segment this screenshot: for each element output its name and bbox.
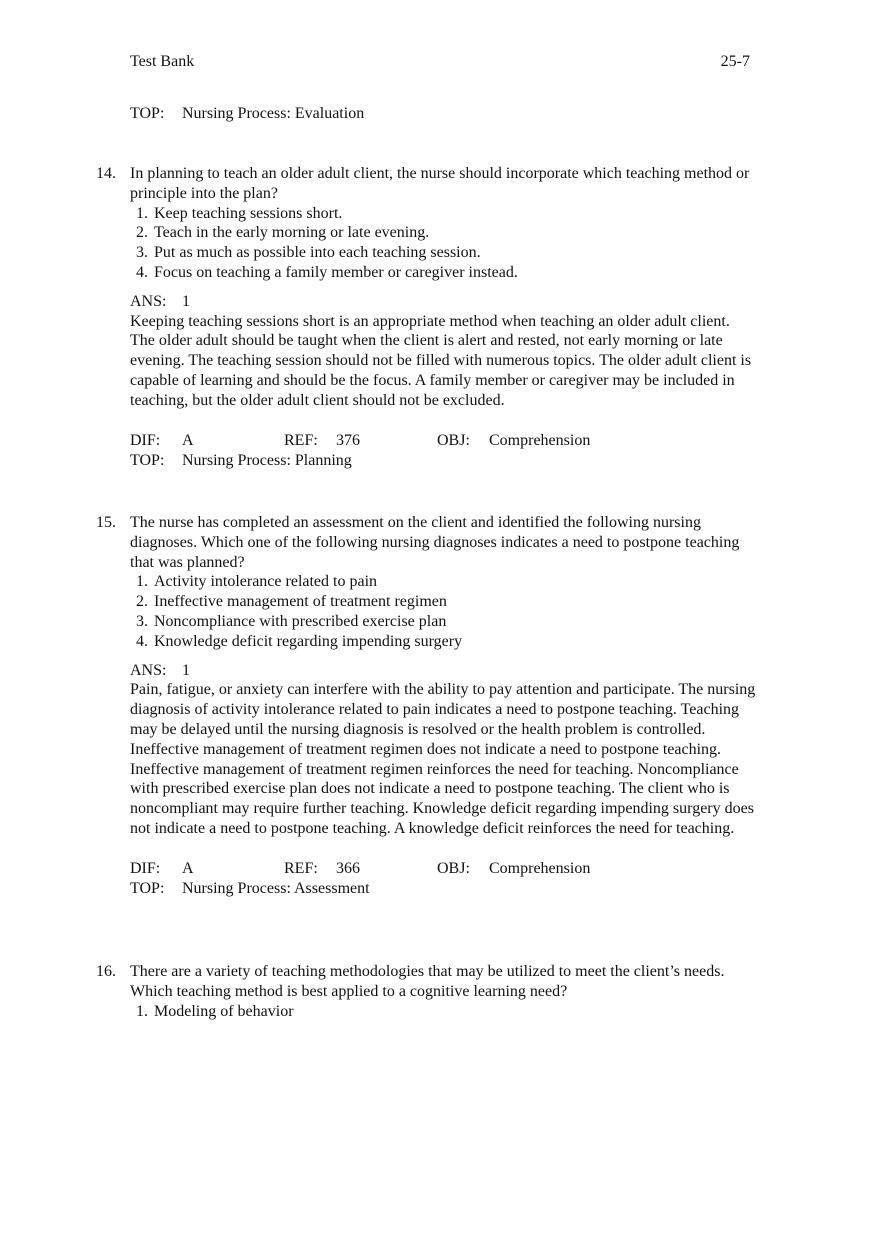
header-title: Test Bank: [130, 53, 195, 70]
options-list: [130, 204, 756, 283]
option-text: Teach in the early morning or late evening.: [154, 224, 430, 242]
ref-value: 366: [336, 859, 360, 877]
ans-value: 1: [182, 292, 190, 310]
ref-label: REF:: [284, 431, 318, 449]
dif-value: A: [182, 859, 194, 877]
top-value: Nursing Process: Evaluation: [182, 105, 365, 122]
option-text: Activity intolerance related to pain: [154, 573, 378, 591]
option-number: 3.: [136, 244, 148, 262]
topic-line: [130, 451, 756, 471]
question-15: [96, 513, 756, 899]
option: [130, 592, 756, 612]
ans-value: 1: [182, 661, 190, 679]
option: [130, 612, 756, 632]
ans-label: ANS:: [130, 292, 167, 310]
option-text: Focus on teaching a family member or caregiver instead.: [154, 263, 518, 281]
rationale: Keeping teaching sessions short is an appropriate method when teaching an older adult client. The older adult should be taught when the client is alert and rested, not early morning or late evening. The teaching session should not be filled with numerous topics. The older adult client is capable of learning and should be the focus. A family member or caregiver may be included in teaching, but the older adult client should not be excluded.: [130, 312, 752, 409]
dif-label: DIF:: [130, 431, 161, 449]
dif-value: A: [182, 431, 194, 449]
ans-label: ANS:: [130, 661, 167, 679]
meta-row: [130, 431, 756, 451]
top-label: TOP:: [130, 105, 165, 122]
dif-label: DIF:: [130, 859, 161, 877]
question-14: [96, 164, 756, 470]
options-list: [130, 1002, 756, 1022]
question-number: 14.: [96, 165, 116, 182]
options-list: [130, 572, 756, 651]
option-number: 1.: [136, 573, 148, 591]
option-text: Modeling of behavior: [154, 1002, 294, 1020]
option: [130, 243, 756, 263]
option-number: 2.: [136, 224, 148, 242]
top-value: Nursing Process: Assessment: [182, 879, 370, 897]
option: [130, 632, 756, 652]
option: [130, 204, 756, 224]
option-number: 1.: [136, 204, 148, 222]
question-16: [96, 962, 756, 1021]
topic-line: [130, 879, 756, 899]
question-number: 16.: [96, 963, 116, 980]
obj-label: OBJ:: [437, 859, 470, 877]
option-text: Knowledge deficit regarding impending surgery: [154, 632, 463, 650]
carryover-topic: [130, 104, 364, 124]
question-number: 15.: [96, 514, 116, 531]
option: [130, 1002, 756, 1022]
meta-row: [130, 859, 756, 879]
rationale: Pain, fatigue, or anxiety can interfere with the ability to pay attention and participate. The nursing diagnosis of activity intolerance related to pain indicates a need to postpone teaching. Teaching may be delayed until the nursing diagnosis is resolved or the health problem is controlled. Ineffective management of treatment regimen does not indicate a need to postpone teaching. Ineffective management of treatment regimen reinforces the need for teaching. Noncompliance with prescribed exercise plan does not indicate a need to postpone teaching. The client who is noncompliant may require further teaching. Knowledge deficit regarding impending surgery does not indicate a need to postpone teaching. A knowledge deficit reinforces the need for teaching.: [130, 681, 756, 837]
option-text: Noncompliance with prescribed exercise plan: [154, 612, 447, 630]
top-label: TOP:: [130, 879, 165, 897]
option-text: Put as much as possible into each teaching session.: [154, 244, 481, 262]
option-number: 4.: [136, 632, 148, 650]
answer-line: [130, 661, 756, 681]
obj-label: OBJ:: [437, 431, 470, 449]
obj-value: Comprehension: [489, 859, 591, 877]
option-number: 3.: [136, 612, 148, 630]
obj-value: Comprehension: [489, 431, 591, 449]
question-stem: In planning to teach an older adult client, the nurse should incorporate which teaching method or principle into the plan?: [130, 165, 750, 202]
option-text: Ineffective management of treatment regimen: [154, 593, 447, 611]
option: [130, 223, 756, 243]
ref-label: REF:: [284, 859, 318, 877]
page-number: 25-7: [720, 53, 750, 70]
option-number: 2.: [136, 593, 148, 611]
question-stem: The nurse has completed an assessment on the client and identified the following nursing diagnoses. Which one of the following nursing diagnoses indicates a need to postpone teaching that was planned?: [130, 514, 740, 571]
option: [130, 263, 756, 283]
option-number: 4.: [136, 263, 148, 281]
top-value: Nursing Process: Planning: [182, 451, 352, 469]
option: [130, 572, 756, 592]
ref-value: 376: [336, 431, 360, 449]
question-stem: There are a variety of teaching methodologies that may be utilized to meet the client’s needs. Which teaching method is best applied to a cognitive learning need?: [130, 963, 725, 1000]
top-label: TOP:: [130, 451, 165, 469]
option-text: Keep teaching sessions short.: [154, 204, 343, 222]
option-number: 1.: [136, 1002, 148, 1020]
answer-line: [130, 292, 756, 312]
